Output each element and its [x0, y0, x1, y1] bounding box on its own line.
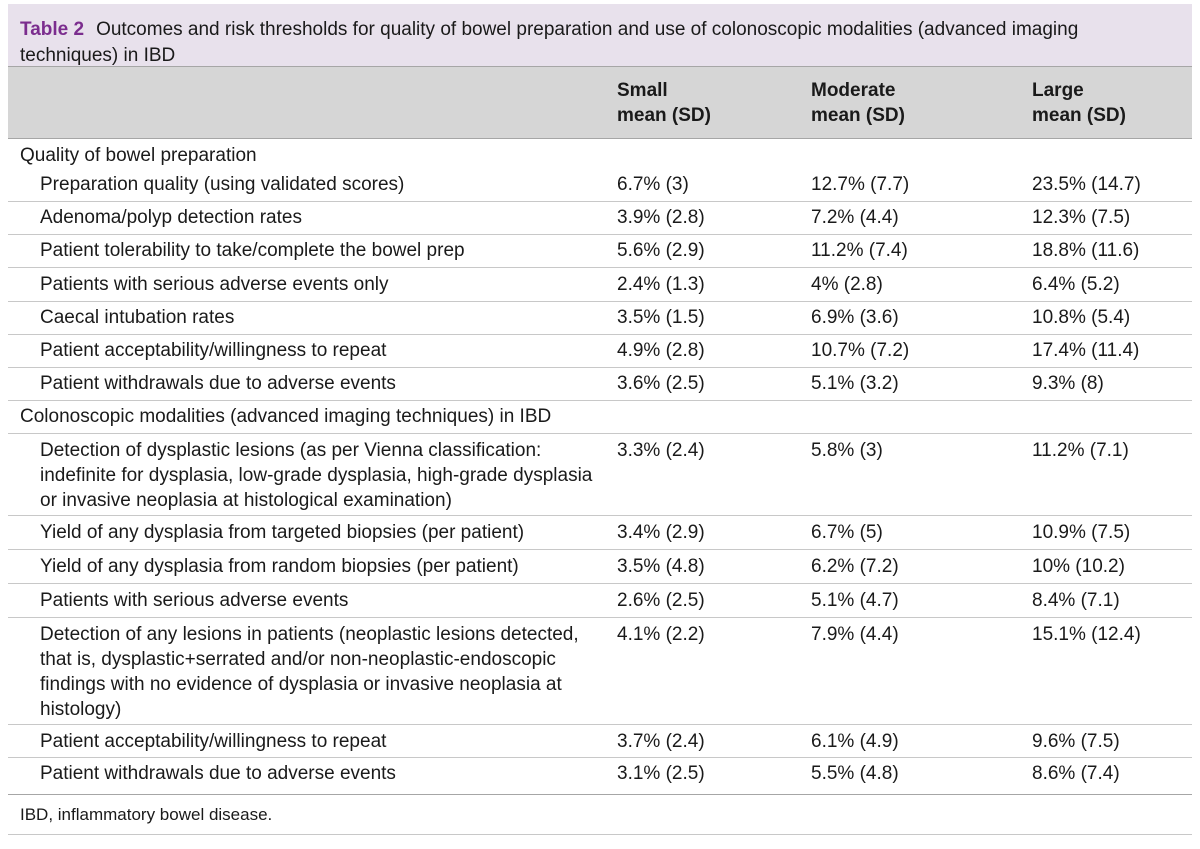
- large-cell: 6.4% (5.2): [1032, 274, 1120, 295]
- header-moderate-label: Moderate: [811, 80, 896, 101]
- large-cell: 9.6% (7.5): [1032, 731, 1120, 752]
- outcome-cell: Patient tolerability to take/complete the bowel prep: [40, 240, 465, 261]
- large-cell: 10.9% (7.5): [1032, 522, 1131, 543]
- header-large-label: Large: [1032, 80, 1084, 101]
- large-cell: 8.6% (7.4): [1032, 763, 1120, 784]
- moderate-cell: 6.9% (3.6): [811, 307, 899, 328]
- large-cell: 10% (10.2): [1032, 556, 1125, 577]
- small-cell: 2.6% (2.5): [617, 590, 705, 611]
- moderate-cell: 7.9% (4.4): [811, 624, 899, 645]
- outcome-cell: Patients with serious adverse events: [40, 590, 349, 611]
- small-cell: 3.9% (2.8): [617, 207, 705, 228]
- small-cell: 6.7% (3): [617, 174, 689, 195]
- small-cell: 4.9% (2.8): [617, 340, 705, 361]
- table-header: [8, 66, 1192, 138]
- table-label: Table 2: [20, 19, 85, 40]
- outcome-cell: Caecal intubation rates: [40, 307, 235, 328]
- large-cell: 23.5% (14.7): [1032, 174, 1141, 195]
- small-cell: 2.4% (1.3): [617, 274, 705, 295]
- large-cell: 12.3% (7.5): [1032, 207, 1131, 228]
- row-rule: [8, 757, 1192, 758]
- small-cell: 3.6% (2.5): [617, 373, 705, 394]
- row-rule: [8, 267, 1192, 268]
- outcome-cell: Patient acceptability/willingness to repeat: [40, 731, 387, 752]
- small-cell: 3.5% (1.5): [617, 307, 705, 328]
- outcome-cell: Patient withdrawals due to adverse events: [40, 373, 396, 394]
- header-small-label: Small: [617, 80, 668, 101]
- row-rule: [8, 301, 1192, 302]
- large-cell: 8.4% (7.1): [1032, 590, 1120, 611]
- moderate-cell: 5.1% (4.7): [811, 590, 899, 611]
- outcome-cell: Detection of dysplastic lesions (as per Vienna classification: indefinite for dysplasia, low-grade dysplasia, high-grade dysplasia or invasive neoplasia at histological examination): [40, 440, 593, 511]
- header-moderate: [811, 78, 905, 128]
- header-large-sublabel: mean (SD): [1032, 105, 1126, 126]
- small-cell: 3.7% (2.4): [617, 731, 705, 752]
- moderate-cell: 5.1% (3.2): [811, 373, 899, 394]
- small-cell: 3.3% (2.4): [617, 440, 705, 461]
- moderate-cell: 4% (2.8): [811, 274, 883, 295]
- outcome-cell: Yield of any dysplasia from targeted biopsies (per patient): [40, 522, 525, 543]
- moderate-cell: 6.1% (4.9): [811, 731, 899, 752]
- header-moderate-sublabel: mean (SD): [811, 105, 905, 126]
- small-cell: 4.1% (2.2): [617, 624, 705, 645]
- outcome-cell: Detection of any lesions in patients (neoplastic lesions detected, that is, dysplastic+serrated and/or non-neoplastic-endoscopic findings with no evidence of dysplasia or invasive neoplasia at histology): [40, 624, 579, 720]
- table-caption: [20, 17, 1180, 69]
- large-cell: 10.8% (5.4): [1032, 307, 1131, 328]
- row-rule: [8, 515, 1192, 516]
- large-cell: 18.8% (11.6): [1032, 240, 1140, 261]
- section-title: Quality of bowel preparation: [20, 145, 257, 166]
- small-cell: 3.1% (2.5): [617, 763, 705, 784]
- outcome-cell: Patients with serious adverse events only: [40, 274, 389, 295]
- large-cell: 11.2% (7.1): [1032, 440, 1129, 461]
- outcome-cell: Patient withdrawals due to adverse events: [40, 763, 396, 784]
- row-rule: [8, 400, 1192, 401]
- outcome-cell: Adenoma/polyp detection rates: [40, 207, 302, 228]
- moderate-cell: 5.8% (3): [811, 440, 883, 461]
- table-title: Outcomes and risk thresholds for quality of bowel preparation and use of colonoscopic modalities (advanced imaging techniques) in IBD: [20, 19, 1079, 66]
- moderate-cell: 6.7% (5): [811, 522, 883, 543]
- row-rule: [8, 334, 1192, 335]
- outcome-cell: Patient acceptability/willingness to repeat: [40, 340, 387, 361]
- row-rule: [8, 617, 1192, 618]
- row-rule: [8, 724, 1192, 725]
- row-rule: [8, 433, 1192, 434]
- header-small: [617, 78, 711, 128]
- small-cell: 3.5% (4.8): [617, 556, 705, 577]
- table-bottom-rule: [8, 794, 1192, 795]
- row-rule: [8, 201, 1192, 202]
- moderate-cell: 5.5% (4.8): [811, 763, 899, 784]
- small-cell: 5.6% (2.9): [617, 240, 705, 261]
- large-cell: 9.3% (8): [1032, 373, 1104, 394]
- header-large: [1032, 78, 1126, 128]
- large-cell: 17.4% (11.4): [1032, 340, 1140, 361]
- section-title: Colonoscopic modalities (advanced imaging techniques) in IBD: [20, 406, 552, 427]
- outcome-cell: Yield of any dysplasia from random biopsies (per patient): [40, 556, 519, 577]
- row-rule: [8, 583, 1192, 584]
- moderate-cell: 11.2% (7.4): [811, 240, 908, 261]
- footnote-rule: [8, 834, 1192, 835]
- moderate-cell: 10.7% (7.2): [811, 340, 910, 361]
- row-rule: [8, 234, 1192, 235]
- large-cell: 15.1% (12.4): [1032, 624, 1141, 645]
- header-top-rule: [8, 66, 1192, 67]
- row-rule: [8, 549, 1192, 550]
- moderate-cell: 12.7% (7.7): [811, 174, 910, 195]
- header-bottom-rule: [8, 138, 1192, 139]
- outcome-cell: Preparation quality (using validated scores): [40, 174, 405, 195]
- header-small-sublabel: mean (SD): [617, 105, 711, 126]
- small-cell: 3.4% (2.9): [617, 522, 705, 543]
- row-rule: [8, 367, 1192, 368]
- moderate-cell: 7.2% (4.4): [811, 207, 899, 228]
- table-footnote: IBD, inflammatory bowel disease.: [20, 805, 273, 824]
- moderate-cell: 6.2% (7.2): [811, 556, 899, 577]
